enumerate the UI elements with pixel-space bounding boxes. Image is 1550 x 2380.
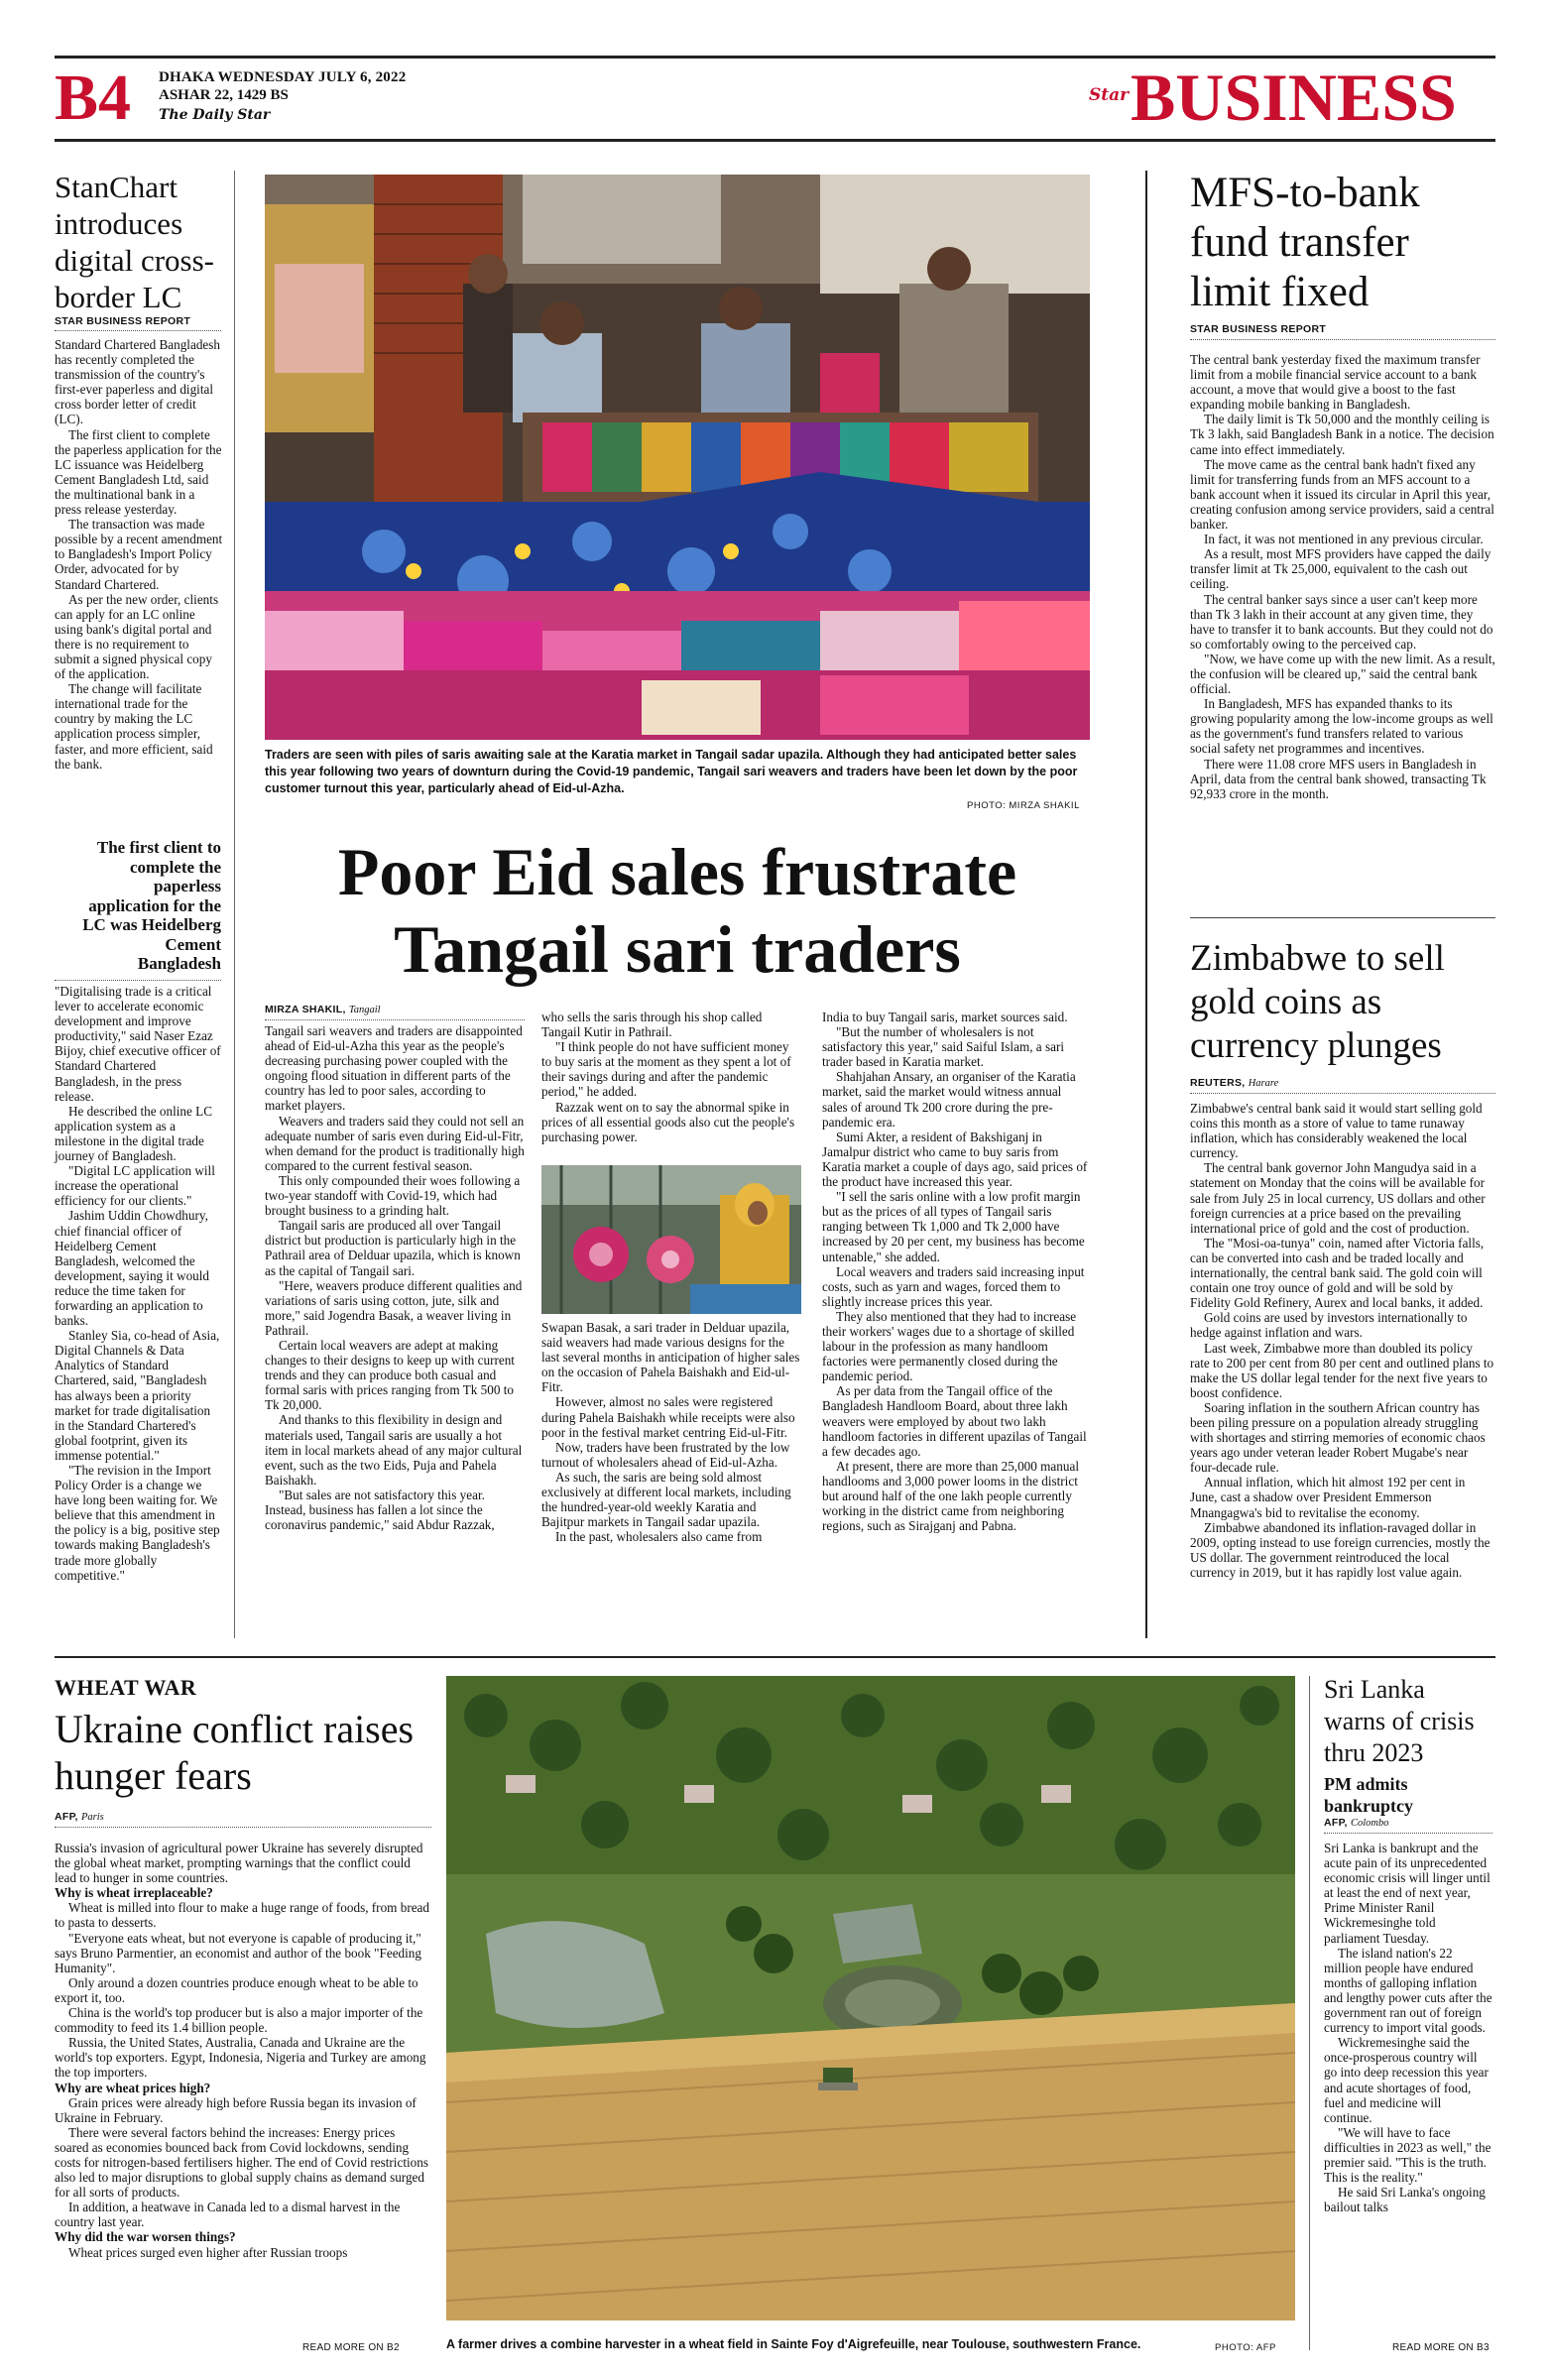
wheat-photo-caption: A farmer drives a combine harvester in a wheat field in Sainte Foy d'Aigrefeuille, near Toulouse, southwestern France. [446, 2337, 1141, 2351]
lead-para: Swapan Basak, a sari trader in Delduar upazila, said weavers had made various designs for the last several months in anticipation of higher sales on the occasion of Pahela Baishakh and Eid-ul-Fitr. [541, 1320, 800, 1395]
wheat-para: Wheat is milled into flour to make a huge range of foods, from bread to pasta to desserts. [55, 1900, 430, 1931]
stanchart-para: The first client to complete the paperless application for the LC issuance was Heidelberg Cement Bangladesh Ltd, said the multinational bank in a press release yesterday. [55, 426, 222, 518]
wheat-photo-credit: PHOTO: AFP [1215, 2342, 1276, 2353]
lead-para: Shahjahan Ansary, an organiser of the Karatia market, said the market would witness annual sales of around Tk 200 crore during the pre-pandemic era. [822, 1069, 1076, 1130]
wheat-para: In addition, a heatwave in Canada led to a dismal harvest in the country last year. [55, 2200, 401, 2230]
stanchart-para: The transaction was made possible by a recent amendment to Bangladesh's Import Policy Order, advocated for by Standard Chartered. [55, 517, 223, 592]
srilanka-para: The island nation's 22 million people have endured months of galloping inflation and lengthy power cuts after the government ran out of foreign currency to import vital goods. [1324, 1945, 1492, 2036]
srilanka-para: "We will have to face difficulties in 2023 as well," the premier said. "This is the truth. This is the reality." [1324, 2124, 1491, 2186]
mfs-para: "Now, we have come up with the new limit. As a result, the confusion will be cleared up," said the central bank official. [1190, 651, 1495, 697]
mfs-para: In Bangladesh, MFS has expanded thanks to its growing popularity among the low-income groups as well as the government's fund transfers related to various social safety net programmes and incentives. [1190, 696, 1493, 757]
zimbabwe-para: Zimbabwe's central bank said it would start selling gold coins this month as a store of value to tame runaway inflation, which has considerably weakened the local currency. [1190, 1101, 1483, 1161]
section-title: BUSINESS [1131, 60, 1457, 135]
srilanka-para: Sri Lanka is bankrupt and the acute pain of its unprecedented economic crisis will linger until at least the end of next year, Prime Minister Ranil Wickremesinghe told parliament Tuesday. [1324, 1841, 1490, 1946]
stanchart-body-2 [55, 984, 223, 1583]
stanchart-para: Standard Chartered Bangladesh has recently completed the transmission of the country's first-ever paperless and digital cross border letter of credit (LC). [55, 337, 220, 427]
srilanka-byline-place: Colombo [1350, 1818, 1389, 1829]
zimbabwe-para: Gold coins are used by investors internationally to hedge against inflation and wars. [1190, 1310, 1468, 1341]
bottom-column-divider [1309, 1676, 1310, 2350]
wheat-byline [55, 1811, 104, 1823]
lead-column-1 [265, 1023, 525, 1532]
srilanka-para: Wickremesinghe said the once-prosperous country will go into deep recession this year and acute shortages of food, fuel and medicine will continue. [1324, 2035, 1489, 2125]
masthead-bottom-rule [55, 139, 1495, 142]
stanchart-para: "Digitalising trade is a critical lever to accelerate economic development and improve productivity," said Naser Ezaz Bijoy, chief executive officer of Standard Chartered Bangladesh, in the press release. [55, 984, 221, 1104]
stanchart-para: Jashim Uddin Chowdhury, chief financial officer of Heidelberg Cement Bangladesh, welcomed the development, saying it would reduce the time taken for forwarding an application to banks. [55, 1208, 210, 1329]
column-divider-right [1145, 171, 1147, 1638]
wheat-para: Grain prices were already high before Russia began its invasion of Ukraine in February. [55, 2094, 417, 2125]
mfs-byline: STAR BUSINESS REPORT [1190, 323, 1327, 335]
lead-headline-line2: Tangail sari traders [394, 911, 961, 987]
zimbabwe-para: The central bank governor John Mangudya said in a statement on Monday that the coins will be available for sale from July 25 in local currency, US dollars and other foreign currencies at a price based on the prevailing international price of gold and the cost of production. [1190, 1160, 1486, 1236]
lead-para: Razzak went on to say the abnormal spike in prices of all essential goods also cut the people's purchasing power. [541, 1099, 795, 1144]
pullquote-rule [55, 980, 221, 981]
wheat-para: Only around a dozen countries produce enough wheat to be able to export it, too. [55, 1974, 418, 2005]
zimbabwe-para: Last week, Zimbabwe more than doubled its policy rate to 200 per cent from 80 per cent and outlined plans to make the US dollar legal tender for the next five years to boost confidence. [1190, 1340, 1494, 1400]
wheat-para: Wheat prices surged even higher after Russian troops [68, 2244, 348, 2260]
zimbabwe-para: The "Mosi-oa-tunya" coin, named after Victoria falls, can be converted into cash and be traded locally and internationally, the central bank said. The gold coin will contain one troy ounce of gold and will be sold by Fidelity Gold Refinery, Aurex and local banks, it added. [1190, 1235, 1485, 1311]
lead-para: Sumi Akter, a resident of Bakshiganj in Jamalpur district who came to buy saris from Karatia market a couple of days ago, said prices of the product have increased this year. [822, 1129, 1088, 1190]
lead-para: Certain local weavers are adept at making changes to their designs to keep up with current trends and they can produce both casual and formal saris with prices ranging from Tk 500 to Tk 20,000. [265, 1337, 515, 1413]
date-line: DHAKA WEDNESDAY JULY 6, 2022 [159, 69, 407, 85]
zimbabwe-body [1190, 1101, 1495, 1580]
lead-para: However, almost no sales were registered during Pahela Baishakh while receipts were also poor in the festival market centring Eid-ul-Fitr. [541, 1394, 795, 1440]
sidebar-divider [1190, 917, 1495, 918]
wheat-para: "Everyone eats wheat, but not everyone is capable of producing it," says Bruno Parmentier, an economist and author of the book "Feeding Humanity". [55, 1930, 421, 1975]
lead-column-2a [541, 1010, 801, 1144]
mfs-para: There were 11.08 crore MFS users in Bangladesh in April, data from the central bank showed, transacting Tk 92,933 crore in the month. [1190, 756, 1487, 801]
zimbabwe-para: Zimbabwe abandoned its inflation-ravaged dollar in 2009, opting instead to use foreign currencies, mostly the US dollar. The government reintroduced the local currency in 2019, but it has rapidly lost value again. [1190, 1519, 1490, 1580]
lead-para: Now, traders have been frustrated by the low turnout of wholesalers ahead of Eid-ul-Azha. [541, 1439, 790, 1470]
lead-para: "But the number of wholesalers is not satisfactory this year," said Saiful Islam, a sari trader based in Karatia market. [822, 1024, 1064, 1070]
zimbabwe-para: Soaring inflation in the southern African country has been piling pressure on a population already struggling with shortages and stirring memories of economic chaos years ago under veteran leader Robert Mugabe's near four-decade rule. [1190, 1399, 1486, 1476]
mfs-para: The daily limit is Tk 50,000 and the monthly ceiling is Tk 3 lakh, said Bangladesh Bank in a notice. The decision came into effect immediately. [1190, 412, 1494, 457]
lead-para: Local weavers and traders said increasing input costs, such as yarn and wages, forced them to slightly increase prices this year. [822, 1263, 1085, 1309]
wheat-headline: Ukraine conflict raises hunger fears [55, 1707, 415, 1798]
srilanka-subhead: PM admits bankruptcy [1324, 1774, 1414, 1816]
lead-para: And thanks to this flexibility in design and materials used, Tangail saris are usually a hot item in local markets ahead of any major cultural event, such as the two Eids, Puja and Pahela Baishakh. [265, 1412, 523, 1488]
srilanka-byline-rule [1324, 1833, 1492, 1834]
paper-name: The Daily Star [159, 107, 271, 123]
wheat-byline-rule [55, 1827, 431, 1828]
page-code: B4 [55, 61, 132, 134]
zimbabwe-byline-rule [1190, 1093, 1495, 1094]
srilanka-body [1324, 1841, 1492, 2214]
mfs-para: The central banker says since a user can't keep more than Tk 3 lakh in their account at any given time, they have to transfer it to bank accounts. But they could not do so comfortably owing to the perceived cap. [1190, 591, 1493, 652]
bangla-date: ASHAR 22, 1429 BS [159, 87, 289, 103]
lead-byline-rule [265, 1019, 525, 1020]
wheat-para: Russia's invasion of agricultural power Ukraine has severely disrupted the global wheat market, prompting warnings that the conflict could lead to hunger in some countries. [55, 1841, 423, 1886]
mfs-para: The central bank yesterday fixed the maximum transfer limit from a mobile financial service account to a bank account, a move that would give a boost to the fast expanding mobile banking in Bangladesh. [1190, 352, 1481, 413]
stanchart-para: "The revision in the Import Policy Order is a change we have long been waiting for. We believe that this amendment in the policy is a big, positive step towards making Bangladesh's trade more globally competitive." [55, 1463, 220, 1583]
stanchart-para: He described the online LC application system as a milestone in the digital trade journey of Bangladesh. [55, 1103, 213, 1164]
wheat-body [55, 1841, 431, 2260]
wheat-field-photo [446, 1676, 1295, 2320]
lead-photo-caption: Traders are seen with piles of saris awaiting sale at the Karatia market in Tangail sadar upazila. Although they had anticipated better sales this year following two years of downturn during the Covid-19 pandemic, Tangail sari weavers and traders have been let down by the poor customer turnout this year, particularly ahead of Eid-ul-Azha. [265, 748, 1078, 795]
stanchart-byline-rule [55, 330, 221, 331]
lead-column-3 [822, 1010, 1088, 1533]
lead-byline-name: MIRZA SHAKIL, [265, 1004, 346, 1015]
sari-market-photo [265, 175, 1090, 740]
zimbabwe-byline [1190, 1077, 1278, 1089]
lead-para: As per data from the Tangail office of the Bangladesh Handloom Board, about three lakh weavers were employed by about two lakh handloom factories in different upazilas of Tangail a few decades ago. [822, 1383, 1087, 1459]
srilanka-byline-agency: AFP, [1324, 1817, 1348, 1829]
stanchart-para: Stanley Sia, co-head of Asia, Digital Channels & Data Analytics of Standard Chartered, said, "Bangladesh has always been a priority market for trade digitalisation in the Standard Chartered's global footprint, given its immense potential." [55, 1328, 220, 1463]
stanchart-para: The change will facilitate international trade for the country by making the LC application process simpler, faster, and more efficient, said the bank. [55, 681, 213, 772]
weaver-photo [541, 1165, 801, 1314]
lead-para: "I sell the saris online with a low profit margin but as the prices of all types of Tangail saris ranging between Tk 1,000 and Tk 2,000 have increased by 20 per cent, my business has become untenable," she added. [822, 1189, 1085, 1264]
mfs-headline: MFS-to-bank fund transfer limit fixed [1190, 170, 1420, 315]
lead-column-2b [541, 1320, 801, 1544]
wheat-para: Russia, the United States, Australia, Canada and Ukraine are the world's top exporters. Egypt, Indonesia, Nigeria and Turkey are among the top importers. [55, 2035, 426, 2081]
lead-headline-line1: Poor Eid sales frustrate [337, 834, 1017, 909]
wheat-read-more[interactable]: READ MORE ON B2 [302, 2342, 400, 2353]
lead-byline [265, 1004, 381, 1015]
mfs-body [1190, 352, 1495, 801]
lead-para: "But sales are not satisfactory this year. Instead, business has fallen a lot since the coronavirus pandemic," said Abdur Razzak, [265, 1487, 495, 1533]
wheat-para: China is the world's top producer but is also a major importer of the commodity to feed its 1.4 billion people. [55, 2005, 423, 2036]
stanchart-byline: STAR BUSINESS REPORT [55, 315, 191, 327]
masthead-top-rule [55, 56, 1495, 59]
mfs-para: The move came as the central bank hadn't fixed any limit for transferring funds from an MFS account to a bank account when it issued its circular in April this year, creating confusion among service providers, said a central banker. [1190, 456, 1494, 533]
wheat-question: Why did the war worsen things? [55, 2229, 236, 2245]
lead-para: who sells the saris through his shop called Tangail Kutir in Pathrail. [541, 1010, 763, 1040]
srilanka-byline [1324, 1817, 1389, 1829]
lead-para: As such, the saris are being sold almost exclusively at different local markets, including the hundred-year-old weekly Karatia and Bajitpur markets in Tangail sadar upazila. [541, 1469, 791, 1530]
lead-para: Tangail sari weavers and traders are disappointed ahead of Eid-ul-Azha this year as the people's decreasing purchasing power coupled with the ongoing flood situation in different parts of the country has led to poor sales, according to market players. [265, 1023, 523, 1114]
lead-para: In the past, wholesalers also came from [555, 1529, 763, 1545]
wheat-byline-agency: AFP, [55, 1811, 78, 1823]
zimbabwe-headline: Zimbabwe to sell gold coins as currency plunges [1190, 938, 1445, 1066]
lead-para: "Here, weavers produce different qualities and variations of saris using cotton, jute, silk and more," said Jogendra Basak, a weaver living in Pathrail. [265, 1277, 523, 1338]
stanchart-para: "Digital LC application will increase the operational efficiency for our clients." [55, 1163, 215, 1209]
column-divider [234, 171, 235, 1638]
zimbabwe-para: Annual inflation, which hit almost 192 per cent in June, cast a shadow over President Emmerson Mnangagwa's bid to revitalise the economy. [1190, 1475, 1466, 1520]
wheat-para: There were several factors behind the increases: Energy prices soared as economies bounced back from Covid lockdowns, sending costs for nitrogen-based fertilisers higher. The end of Covid restrictions also led to major disruptions to global supply chains as demand surged for all sorts of products. [55, 2124, 428, 2201]
mfs-byline-rule [1190, 339, 1495, 340]
lead-para: This only compounded their woes following a two-year standoff with Covid-19, which had brought business to a grinding halt. [265, 1172, 521, 1219]
srilanka-para: He said Sri Lanka's ongoing bailout talks [1324, 2185, 1486, 2215]
mfs-para: In fact, it was not mentioned in any previous circular. [1204, 532, 1484, 547]
wheat-question: Why are wheat prices high? [55, 2080, 211, 2095]
zimbabwe-byline-place: Harare [1248, 1078, 1279, 1089]
stanchart-para: As per the new order, clients can apply for an LC online using bank's digital portal and there is no requirement to submit a signed physical copy of the application. [55, 591, 219, 682]
lead-para: They also mentioned that they had to increase their workers' wages due to a shortage of skilled labour in the profession as many handloom factories were permanently closed during the pandemic period. [822, 1308, 1077, 1384]
srilanka-headline: Sri Lanka warns of crisis thru 2023 [1324, 1675, 1475, 1767]
lead-para: At present, there are more than 25,000 manual handlooms and 3,000 power looms in the district but around half of the one lakh people currently working in the district came from neighboring regions, such as Sirajganj and Pabna. [822, 1458, 1079, 1534]
star-logo: Star [1089, 85, 1130, 105]
bottom-section-rule [55, 1656, 1495, 1658]
stanchart-headline: StanChart introduces digital cross-border LC [55, 170, 214, 314]
lead-para: Weavers and traders said they could not sell an adequate number of saris even during Eid-ul-Fitr, when demand for the product is traditionally high compared to the current festival season. [265, 1113, 525, 1173]
stanchart-body [55, 337, 223, 772]
lead-para: "I think people do not have sufficient money to buy saris at the moment as they spent a lot of their savings during and after the pandemic period," he added. [541, 1039, 791, 1100]
lead-para: India to buy Tangail saris, market sources said. [822, 1010, 1068, 1024]
lead-photo-credit: PHOTO: MIRZA SHAKIL [967, 800, 1080, 811]
wheat-byline-place: Paris [80, 1812, 104, 1823]
wheat-question: Why is wheat irreplaceable? [55, 1885, 213, 1901]
zimbabwe-byline-agency: REUTERS, [1190, 1077, 1246, 1089]
lead-para: Tangail saris are produced all over Tangail district but production is particularly high in the Pathrail area of Delduar upazila, which is known as the capital of Tangail sari. [265, 1218, 521, 1278]
stanchart-pullquote: The first client to complete the paperless application for the LC was Heidelberg Cement Bangladesh [82, 838, 221, 973]
lead-byline-place: Tangail [348, 1005, 381, 1015]
wheat-kicker: WHEAT WAR [55, 1675, 197, 1700]
mfs-para: As a result, most MFS providers have capped the daily transfer limit at Tk 25,000, equivalent to the cash out ceiling. [1190, 546, 1491, 592]
srilanka-read-more[interactable]: READ MORE ON B3 [1392, 2342, 1490, 2353]
